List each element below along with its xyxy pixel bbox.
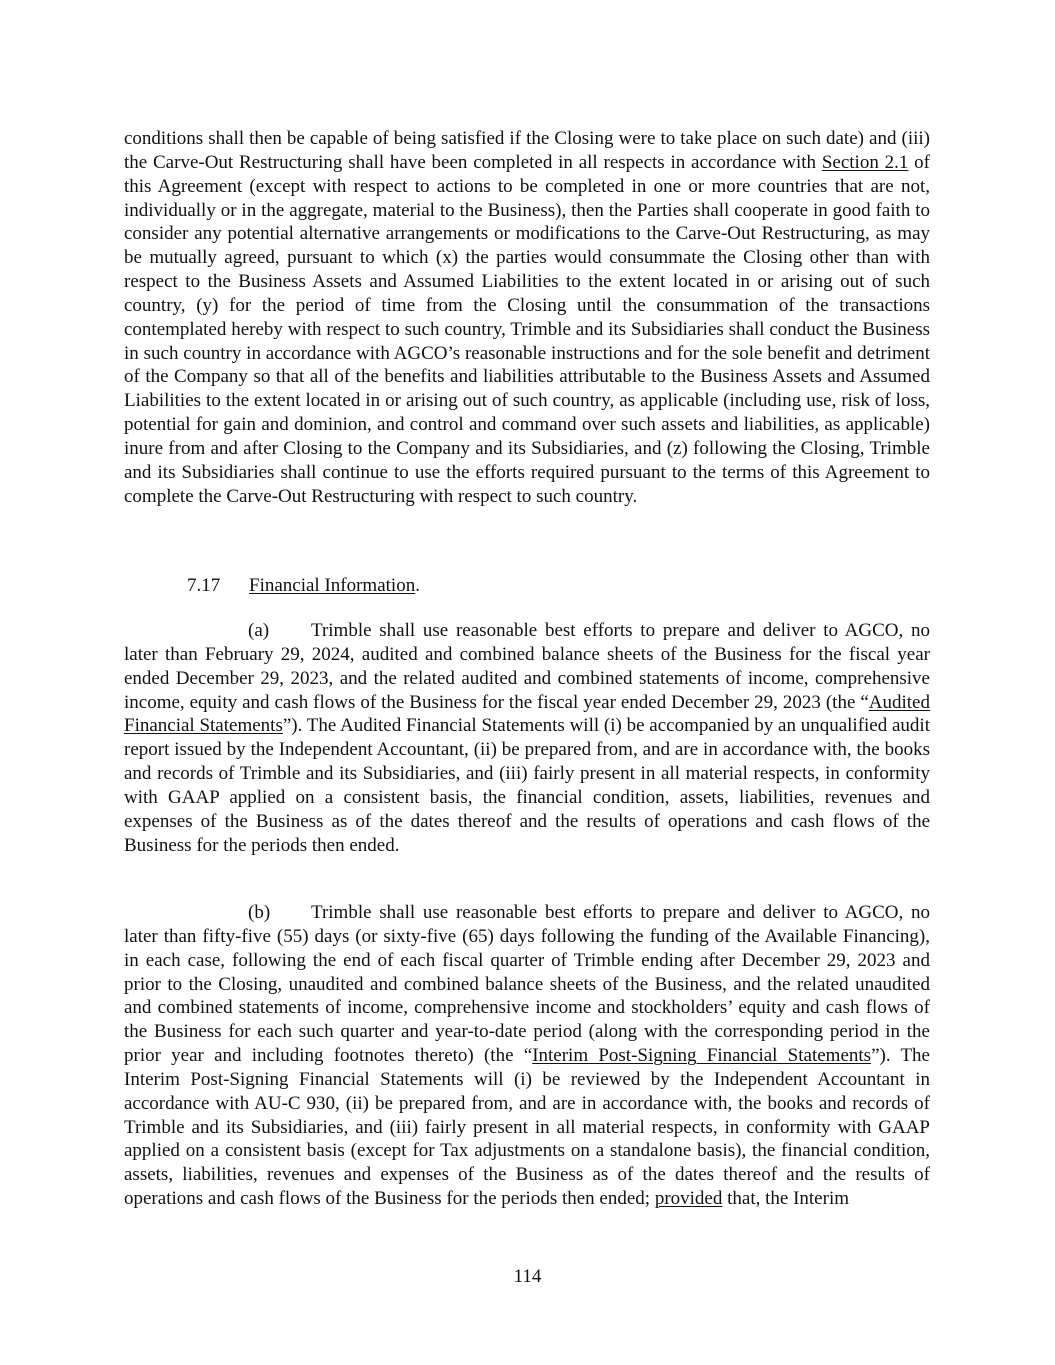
paragraph-a — [124, 619, 930, 857]
text-segment: Trimble shall use reasonable best efforts to prepare and deliver to AGCO, no later than fifty-five (55) days (or sixty-five (65) days following the funding of the Available Financing), in each case, following the end of each fiscal quarter of Trimble ending after December 29, 2023 and prior to the Closing, unaudited and combined balance sheets of the Business, and the related unaudited and combined statements of income, comprehensive income and stockholders’ equity and cash flows of the Business for each such quarter and year-to-date period (along with the corresponding period in the prior year and including footnotes thereto) (the “ — [124, 902, 930, 1067]
text-segment: that, the Interim — [722, 1188, 850, 1210]
text-segment: conditions shall then be capable of being satisfied if the Closing were to take place on such date) and (iii) the Carve-Out Restructuring shall have been completed in all respects in accordance with — [124, 128, 930, 173]
text-segment: ”). The Interim Post-Signing Financial Statements will (i) be reviewed by the Independent Accountant in accordance with AU-C 930, (ii) be prepared from, and are in accordance with, the books and records of Trimble and its Subsidiaries, and (iii) fairly present in all material respects, in conformity with GAAP applied on a consistent basis (except for Tax adjustments on a standalone basis), the financial condition, assets, liabilities, revenues and expenses of the Business as of the dates thereof and the results of operations and cash flows of the Business for the periods then ended; — [124, 1045, 930, 1210]
defined-term: Audited Financial Statements — [124, 691, 930, 737]
text-segment: of this Agreement (except with respect to actions to be completed in one or more countries that are not, individually or in the aggregate, material to the Business), then the Parties shall cooperate in good faith to consider any potential alternative arrangements or modifications to the Carve-Out Restructuring, as may be mutually agreed, pursuant to which (x) the parties would consummate the Closing other than with respect to the Business Assets and Assumed Liabilities to the extent located in or arising out of such country, (y) for the period of time from the Closing until the consummation of the transactions contemplated hereby with respect to such country, Trimble and its Subsidiaries shall conduct the Business in such country in accordance with AGCO’s reasonable instructions and for the sole benefit and detriment of the Company so that all of the benefits and liabilities attributable to the Business Assets and Assumed Liabilities to the extent located in or arising out of such country, as applicable (including use, risk of loss, potential for gain and dominion, and control and command over such assets and liabilities, as applicable) inure from and after Closing to the Company and its Subsidiaries, and (z) following the Closing, Trimble and its Subsidiaries shall continue to use the efforts required pursuant to the terms of this Agreement to complete the Carve-Out Restructuring with respect to such country. — [124, 151, 931, 507]
paragraph-b — [124, 901, 930, 1211]
section-reference: Section 2.1 — [821, 151, 909, 173]
page-number: 114 — [513, 1266, 542, 1287]
defined-term: Interim Post-Signing Financial Statements — [532, 1045, 872, 1067]
continuation-paragraph — [124, 127, 930, 509]
proviso-term: provided — [654, 1188, 723, 1210]
paragraph-marker: (b) — [248, 902, 271, 923]
section-number: 7.17 — [187, 575, 221, 596]
text-segment: Trimble shall use reasonable best efforts to prepare and deliver to AGCO, no later than February 29, 2024, audited and combined balance sheets of the Business for the fiscal year ended December 29, 2023, and the related audited and combined statements of income, comprehensive income, equity and cash flows of the Business for the fiscal year ended December 29, 2023 (the “ — [124, 620, 930, 713]
paragraph-marker: (a) — [248, 620, 270, 641]
section-title: Financial Information — [249, 575, 416, 596]
section-title-period: . — [415, 575, 420, 596]
section-heading — [187, 574, 420, 598]
text-segment: ”). The Audited Financial Statements will (i) be accompanied by an unqualified audit report issued by the Independent Accountant, (ii) be prepared from, and are in accordance with, the books and records of Trimble and its Subsidiaries, and (iii) fairly present in all material respects, in conformity with GAAP applied on a consistent basis, the financial condition, assets, liabilities, revenues and expenses of the Business as of the dates thereof and the results of operations and cash flows of the Business for the periods then ended. — [124, 715, 930, 856]
